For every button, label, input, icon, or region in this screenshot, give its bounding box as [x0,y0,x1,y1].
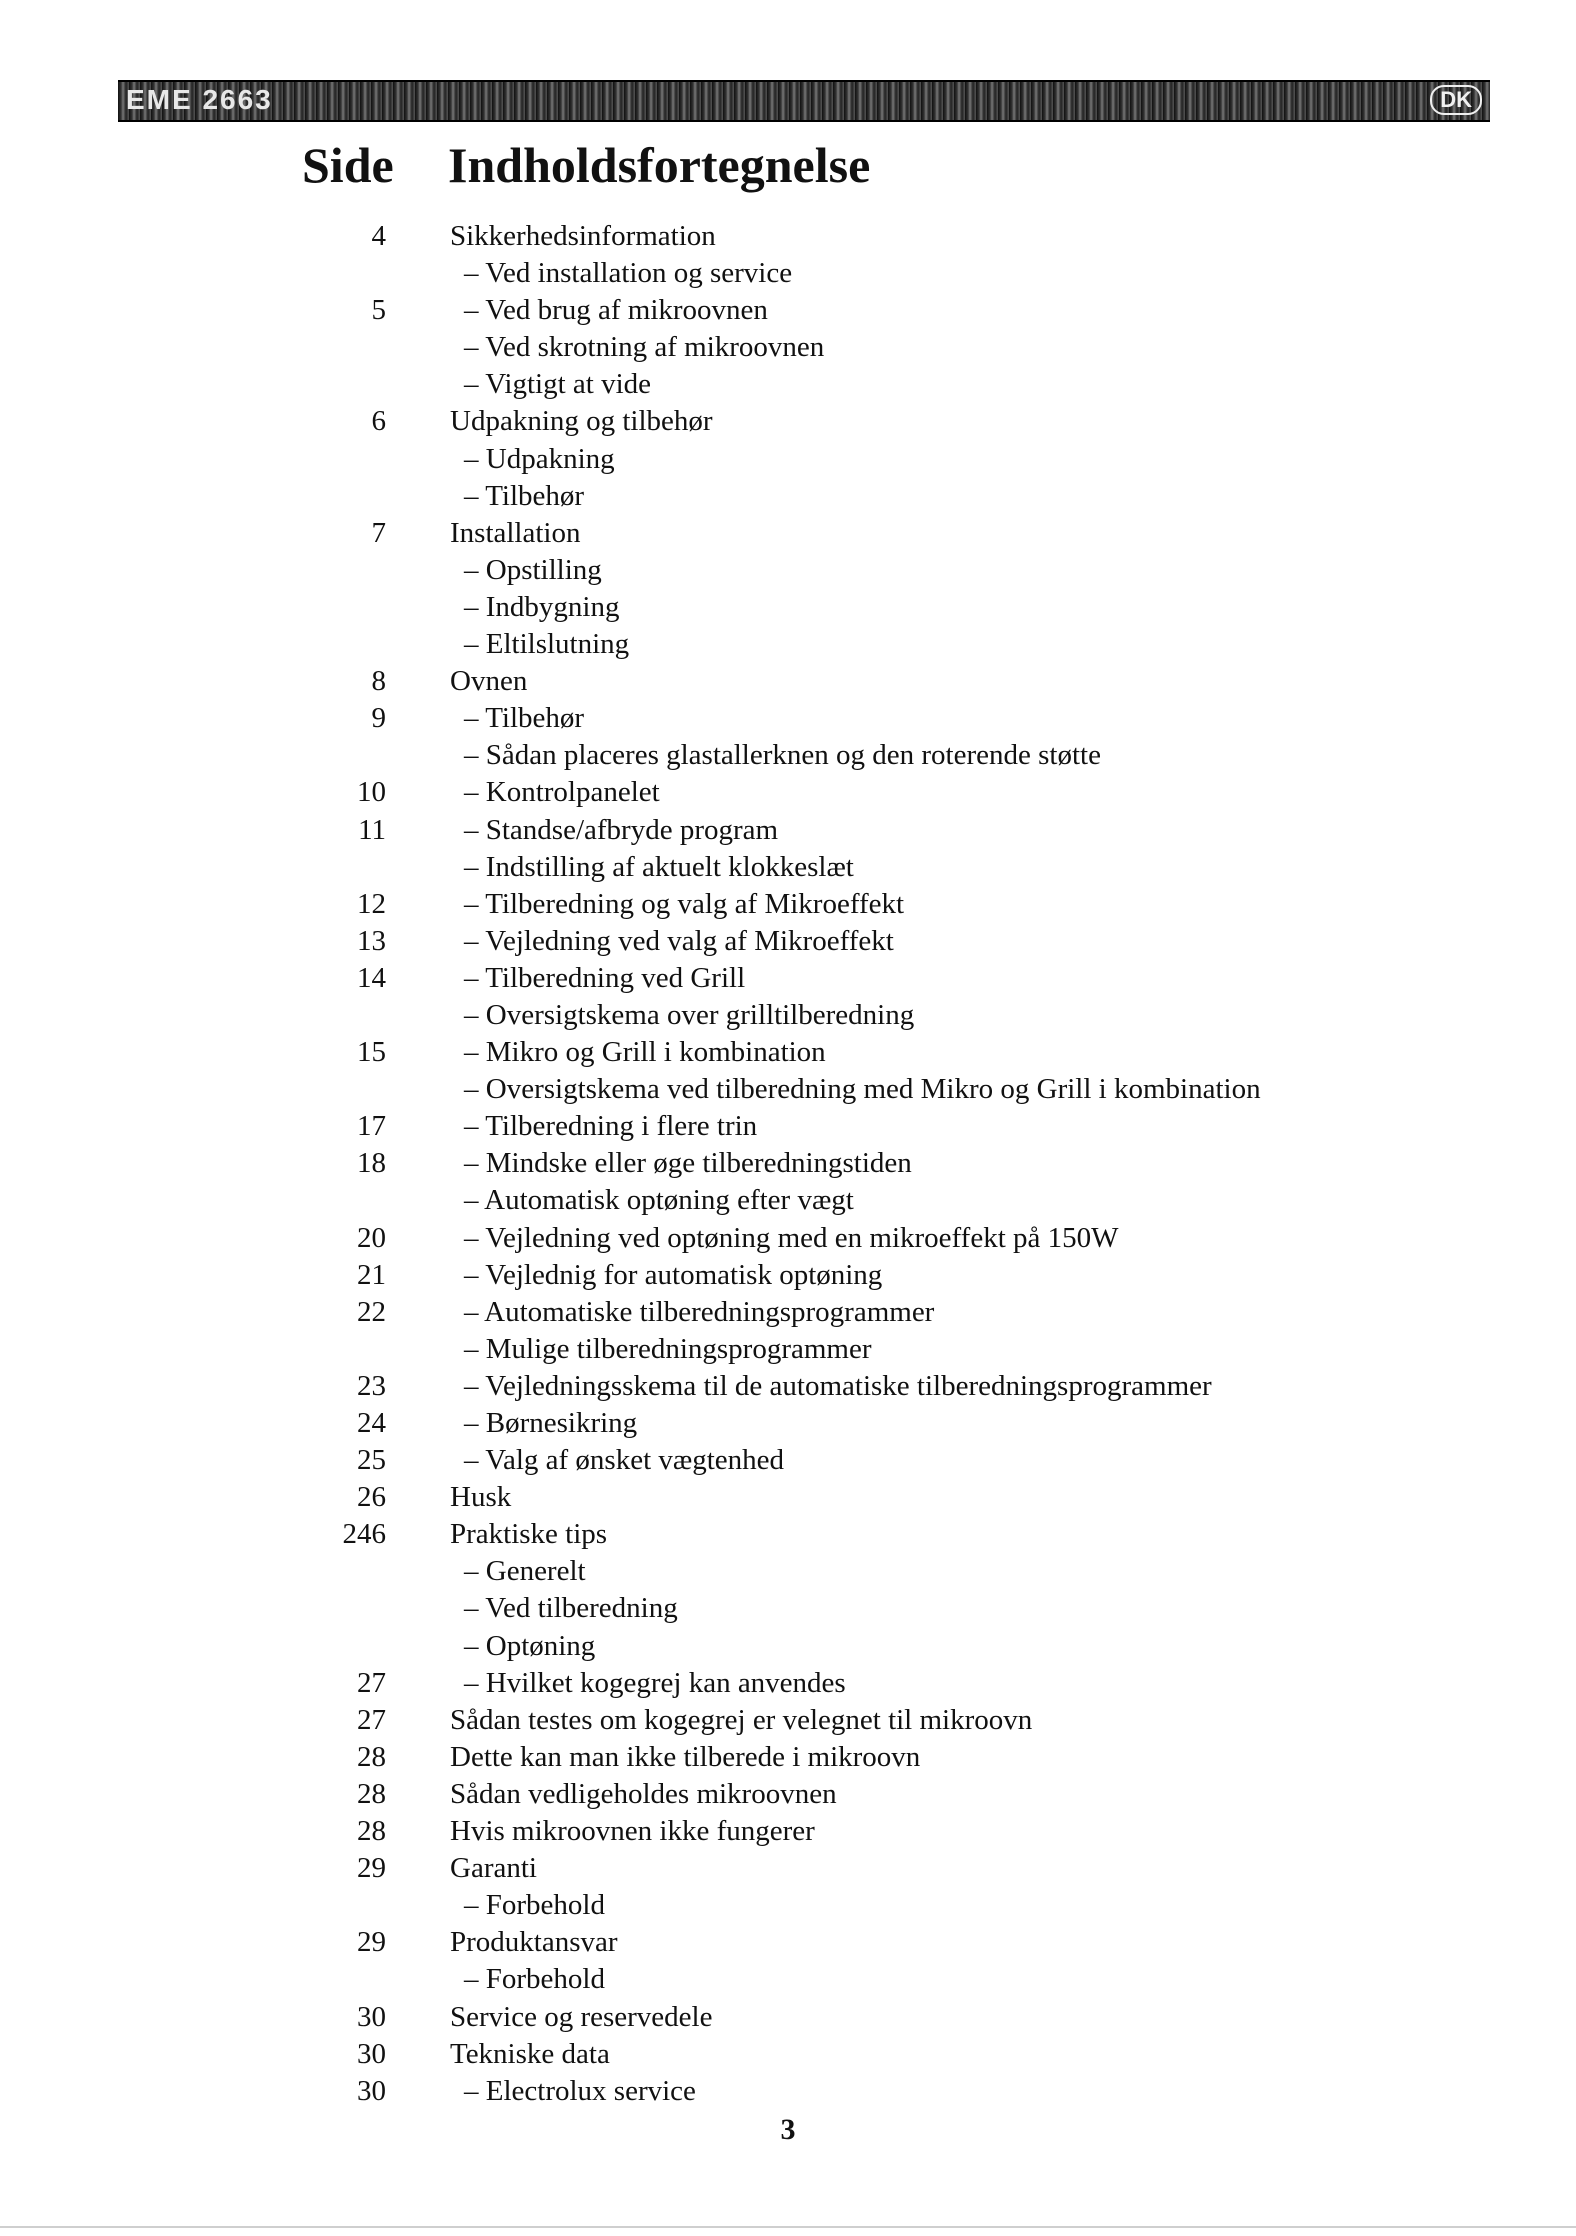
toc-entry-text: – Tilberedning ved Grill [464,961,746,994]
toc-page-number: 27 [357,1666,386,1699]
toc-page-number: 24 [357,1407,386,1439]
toc-page-number: 30 [357,2000,386,2033]
toc-entry [0,1108,1576,1145]
page-title: Indholdsfortegnelse [448,137,871,193]
toc-entry-text: – Vejledning ved valg af Mikroeffekt [464,924,894,957]
toc-entry-text: Installation [450,516,581,549]
toc-entry [0,1813,1576,1850]
toc-page-number: 26 [357,1481,386,1514]
toc-page-number: 9 [371,702,386,735]
toc-entry-text: – Tilberedning og valg af Mikroeffekt [464,887,905,920]
toc-entry [0,552,1576,589]
toc-entry-text: – Tilberedning i flere trin [464,1110,758,1143]
toc-entry-text: – Oversigtskema over grilltilberedning [464,998,915,1031]
toc-page-number: 29 [357,1926,386,1959]
language-badge: DK [1430,85,1482,115]
toc-page-number: 30 [357,2037,386,2070]
toc-page-number: 29 [357,1852,386,1885]
toc-entry [0,1850,1576,1887]
table-of-contents [0,218,1576,2110]
toc-entry [0,663,1576,700]
toc-entry [0,1182,1576,1219]
toc-page-number: 8 [371,665,386,698]
toc-page-number: 5 [371,294,386,327]
toc-page-number: 7 [371,516,386,549]
toc-page-number: 23 [357,1369,386,1402]
toc-page-number: 17 [357,1110,386,1143]
toc-page-number: 20 [357,1221,386,1254]
header-bar [118,80,1490,122]
toc-entry [0,849,1576,886]
toc-entry-text: – Indbygning [464,590,620,623]
toc-entry-text: – Vejledningsskema til de automatiske tilberedningsprogrammer [464,1369,1212,1402]
toc-entry-text: Sådan testes om kogegrej er velegnet til mikroovn [450,1703,1033,1736]
toc-entry [0,218,1576,255]
toc-entry [0,1739,1576,1776]
toc-page-number: 28 [357,1815,386,1848]
toc-entry-text: Ovnen [450,665,528,698]
toc-entry [0,1145,1576,1182]
toc-entry-text: – Tilbehør [464,702,585,735]
toc-entry-text: – Mikro og Grill i kombination [464,1036,826,1069]
page-column-heading: Side [302,137,394,193]
toc-entry-text: – Opstilling [464,553,602,586]
model-code: EME 2663 [126,84,273,115]
toc-page-number: 15 [357,1036,386,1069]
toc-page-number: 10 [357,776,386,809]
toc-entry-text: Produktansvar [450,1926,618,1959]
toc-entry-text: – Standse/afbryde program [464,813,779,846]
toc-entry-text: – Automatiske tilberedningsprogrammer [464,1295,935,1328]
toc-entry-text: – Oversigtskema ved tilberedning med Mikro og Grill i kombination [464,1073,1261,1106]
toc-page-number: 11 [358,813,386,846]
toc-entry-text: – Sådan placeres glastallerknen og den roterende støtte [464,739,1101,772]
toc-page-number: 246 [342,1518,386,1551]
toc-entry [0,1479,1576,1516]
toc-entry-text: – Indstilling af aktuelt klokkeslæt [464,850,854,883]
toc-entry [0,329,1576,366]
toc-page-number: 30 [357,2074,386,2107]
toc-entry-text: – Valg af ønsket vægtenhed [464,1444,785,1477]
toc-entry-text: – Generelt [464,1555,586,1588]
toc-entry-text: – Ved installation og service [464,257,793,290]
toc-entry-text: – Kontrolpanelet [464,776,660,809]
toc-entry-text: – Ved tilberedning [464,1592,678,1625]
toc-entry-text: Hvis mikroovnen ikke fungerer [450,1815,815,1848]
toc-entry-text: – Vejledning ved optøning med en mikroeffekt på 150W [464,1221,1119,1254]
toc-entry-text: – Udpakning [464,442,615,475]
toc-entry-text: – Ved brug af mikroovnen [464,294,768,327]
toc-entry [0,1628,1576,1665]
toc-entry-text: Udpakning og tilbehør [450,405,713,438]
toc-entry [0,700,1576,737]
toc-entry [0,403,1576,440]
toc-entry-text: Tekniske data [450,2037,610,2070]
toc-entry [0,997,1576,1034]
toc-entry-text: – Mulige tilberedningsprogrammer [464,1332,872,1365]
toc-entry [0,1516,1576,1553]
toc-page-number: 28 [357,1740,386,1773]
bottom-rule [0,2226,1576,2228]
toc-entry-text: – Forbehold [464,1889,605,1922]
toc-entry [0,1961,1576,1998]
toc-entry [0,960,1576,997]
toc-entry [0,737,1576,774]
toc-entry-text: – Forbehold [464,1963,605,1996]
toc-entry-text: Praktiske tips [450,1518,608,1551]
toc-entry [0,1924,1576,1961]
toc-entry-text: Dette kan man ikke tilberede i mikroovn [450,1740,921,1773]
toc-entry-text: Garanti [450,1852,537,1885]
toc-entry [0,2036,1576,2073]
toc-page-number: 18 [357,1147,386,1180]
toc-entry [0,1553,1576,1590]
toc-entry [0,1220,1576,1257]
toc-entry [0,1665,1576,1702]
toc-entry [0,1590,1576,1627]
toc-entry [0,774,1576,811]
toc-entry [0,1442,1576,1479]
toc-entry [0,886,1576,923]
toc-entry-text: – Ved skrotning af mikroovnen [464,331,825,364]
toc-entry [0,589,1576,626]
toc-entry-text: Husk [450,1481,512,1514]
toc-entry [0,812,1576,849]
toc-page-number: 28 [357,1777,386,1810]
toc-entry [0,515,1576,552]
toc-entry [0,478,1576,515]
toc-page-number: 14 [357,961,386,994]
toc-entry-text: – Electrolux service [464,2074,696,2107]
toc-entry [0,1071,1576,1108]
toc-entry-text: – Børnesikring [464,1407,638,1439]
toc-page-number: 25 [357,1444,386,1477]
toc-page-number: 27 [357,1703,386,1736]
toc-page-number: 4 [371,220,386,252]
toc-entry [0,1405,1576,1442]
toc-entry [0,1887,1576,1924]
toc-entry-text: – Mindske eller øge tilberedningstiden [464,1147,912,1180]
toc-entry [0,626,1576,663]
toc-entry-text: Sikkerhedsinformation [450,220,716,252]
toc-entry [0,366,1576,403]
toc-entry [0,292,1576,329]
toc-entry-text: – Vigtigt at vide [464,368,652,401]
toc-entry [0,1776,1576,1813]
toc-page-number: 13 [357,924,386,957]
toc-page-number: 6 [371,405,386,438]
toc-entry [0,923,1576,960]
toc-entry-text: – Tilbehør [464,479,585,512]
toc-entry-text: Sådan vedligeholdes mikroovnen [450,1777,837,1810]
toc-entry-text: Service og reservedele [450,2000,713,2033]
toc-entry-text: – Eltilslutning [464,628,630,661]
toc-page-number: 12 [357,887,386,920]
toc-entry [0,1999,1576,2036]
toc-page-number: 21 [357,1258,386,1291]
toc-entry [0,1034,1576,1071]
toc-entry [0,1368,1576,1405]
toc-entry-text: – Vejlednig for automatisk optøning [464,1258,883,1291]
page-number: 3 [780,2113,796,2146]
toc-entry [0,441,1576,478]
toc-entry [0,1257,1576,1294]
toc-entry [0,1294,1576,1331]
toc-entry-text: – Automatisk optøning efter vægt [464,1184,854,1217]
toc-entry-text: – Hvilket kogegrej kan anvendes [464,1666,846,1699]
toc-entry [0,255,1576,292]
toc-page-number: 22 [357,1295,386,1328]
toc-entry [0,1702,1576,1739]
toc-entry [0,1331,1576,1368]
toc-entry [0,2073,1576,2110]
toc-entry-text: – Optøning [464,1629,596,1662]
